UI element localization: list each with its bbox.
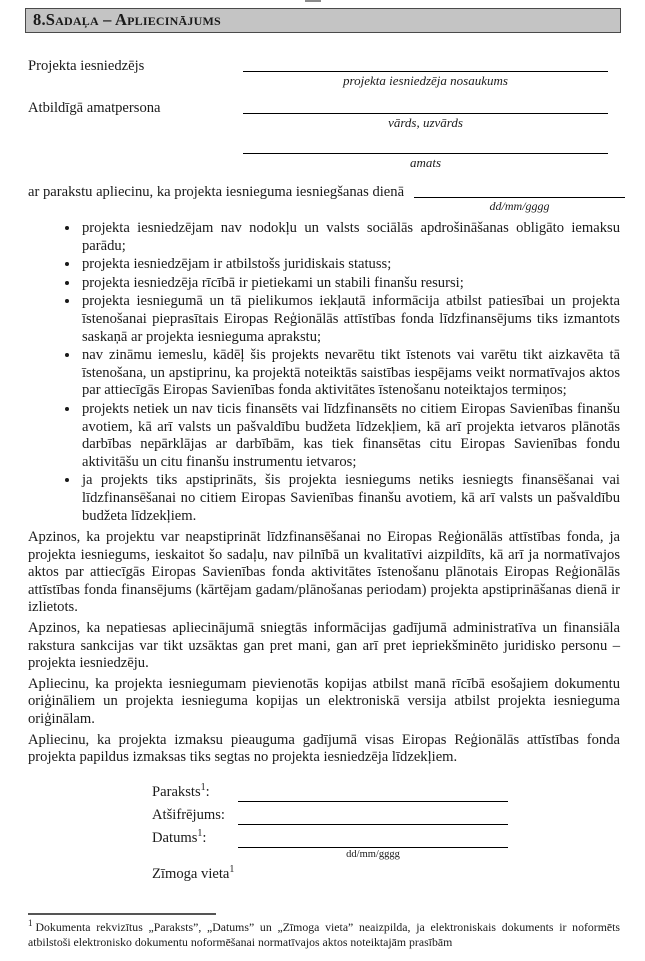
paragraph-approval-conditions: Apzinos, ka projektu var neapstiprināt līdzfinansēšanai no Eiropas Reģionālās attīstības fonda, ja projekta iesniegums, ieskaitot šo sadaļu, nav pilnībā un kvalitatīvi aizpildīts, kā arī ja normatīvajos aktos par attiecīgās Eiropas Savienības fonda aktivitātes īstenošanu plānotais Eiropas Reģionālās attīstības fonda finansējums (kārtējam gadam/plānošanas periodam) projekta apstiprināšanas dienā ir izlietots. [28,529,620,616]
applicant-label: Projekta iesniedzējs [28,58,145,74]
date-input-line[interactable] [238,825,508,848]
declaration-item: • ja projekts tiks apstiprināts, šis projekta iesniegums netiks iesniegts finansēšanai vai līdzfinansēšanai no citiem Eiropas Savienības finanšu avotiem, kā arī valsts un pašvaldību budžeta līdzekļiem. [80,472,620,525]
statement-date-field [414,181,625,214]
page-top-divider [305,0,321,2]
date-footnote-ref: 1 [197,827,203,839]
official-field-caption: vārds, uzvārds [388,115,463,130]
declaration-item: • projekta iesniedzēja rīcībā ir pietiekami un stabili finanšu resursi; [80,275,620,293]
statement-row [28,181,625,214]
declaration-item: • projekta iesniedzējam ir atbilstošs juridiskais statuss; [80,256,620,274]
declaration-item: • projekta iesniedzējam nav nodokļu un valsts sociālās apdrošināšanas obligāto iemaksu parādu; [80,220,620,255]
declaration-item: • projekta iesniegumā un tā pielikumos iekļautā informācija atbilst patiesībai un projekta īstenošanai pieprasītais Eiropas Reģionālās attīstības fonda līdzfinansējums tiks izmantots saskaņā ar projekta iesnieguma aprakstu; [80,293,620,346]
applicant-field-caption: projekta iesniedzēja nosaukums [343,73,508,88]
statement-text: ar parakstu apliecinu, ka projekta iesnieguma iesniegšanas dienā [28,184,405,200]
position-field-caption: amats [409,155,442,170]
applicant-field-row [28,55,608,89]
footnote-marker: 1 [28,918,33,929]
position-input-line[interactable] [243,137,608,154]
date-label-text: Datums [152,829,198,846]
signature-footnote-ref: 1 [200,781,206,793]
position-label-spacer [28,137,243,171]
position-field [243,137,608,171]
official-field-row [28,97,608,131]
date-format-caption: dd/mm/gggg [346,848,400,860]
footnote-separator [28,913,216,915]
paragraph-sanctions: Apzinos, ka nepatiesas apliecinājumā sniegtās informācijas gadījumā administratīva un finansiāla rakstura sankcijas var tikt uzsāktas gan pret mani, gan arī pret iepriekšminēto juridisko personu – projekta iesniedzēju. [28,620,620,672]
signature-input-line[interactable] [238,779,508,802]
paragraph-copies: Apliecinu, ka projekta iesniegumam pievienotās kopijas atbilst manā rīcībā esošajiem dokumentu oriģināliem un projekta iesnieguma kopijas un elektroniskā versija atbilst projekta iesnieguma oriģinālam. [28,675,620,728]
declaration-item: • nav zināmu iemeslu, kādēļ šis projekts nevarētu tikt īstenots vai varētu tikt aizkavēta tā īstenošana, un apstiprinu, ka projektā noteiktās saistības iespējams veikt normatīvajos aktos par attiecīgās Eiropas Savienības fonda aktivitātes īstenošanu noteiktajos termiņos; [80,347,620,400]
applicant-name-input-line[interactable] [243,55,608,72]
position-field-row [28,137,608,171]
transcript-row [152,802,645,825]
footnote-text [28,920,620,949]
submission-date-input-line[interactable] [414,181,625,198]
signature-block [152,779,645,883]
date-label [152,827,238,848]
date-row [152,825,645,848]
submission-date-caption: dd/mm/gggg [489,199,550,213]
transcript-input-line[interactable] [238,802,508,825]
signature-label-colon: : [205,783,210,800]
footnote [28,913,620,949]
paragraph-cost-increase: Apliecinu, ka projekta izmaksu pieauguma gadījumā visas Eiropas Reģionālās attīstības fonda projekta papildus izmaksas tiks segtas no projekta iesniedzēja līdzekļiem. [28,731,620,766]
applicant-field [243,55,608,89]
official-label: Atbildīgā amatpersona [28,100,161,116]
stamp-footnote-ref: 1 [229,863,235,875]
signature-row [152,779,645,802]
transcript-label: Atšifrējums: [152,806,225,823]
signature-label [152,781,238,802]
declaration-list [28,220,620,525]
signature-label-text: Paraksts [152,783,201,800]
date-label-colon: : [202,829,207,846]
stamp-place [152,863,645,883]
official-field [243,97,608,131]
declaration-item: • projekts netiek un nav ticis finansēts vai līdzfinansēts no citiem Eiropas Savienības finanšu avotiem, kā arī valsts un pašvaldību budžeta līdzekļiem, kā arī projekta ietvaros plānotās darbības nepārklājas ar darbībām, kas tiek finansētas citu Eiropas Savienības fondu aktivitāšu un citu finanšu instrumentu ietvaros; [80,401,620,471]
stamp-label-text: Zīmoga vieta [152,865,230,882]
section-header-bar [25,8,621,33]
official-name-input-line[interactable] [243,97,608,114]
section-title: 8.Sadaļa – Apliecinājums [33,10,221,29]
footnote-body: Dokumenta rekvizītus „Paraksts”, „Datums” un „Zīmoga vieta” neaizpilda, ja elektroniskais dokuments ir noformēts atbilstoši elektronisko dokumentu noformēšanai normatīvajos aktos noteiktajām prasībām [28,920,620,949]
